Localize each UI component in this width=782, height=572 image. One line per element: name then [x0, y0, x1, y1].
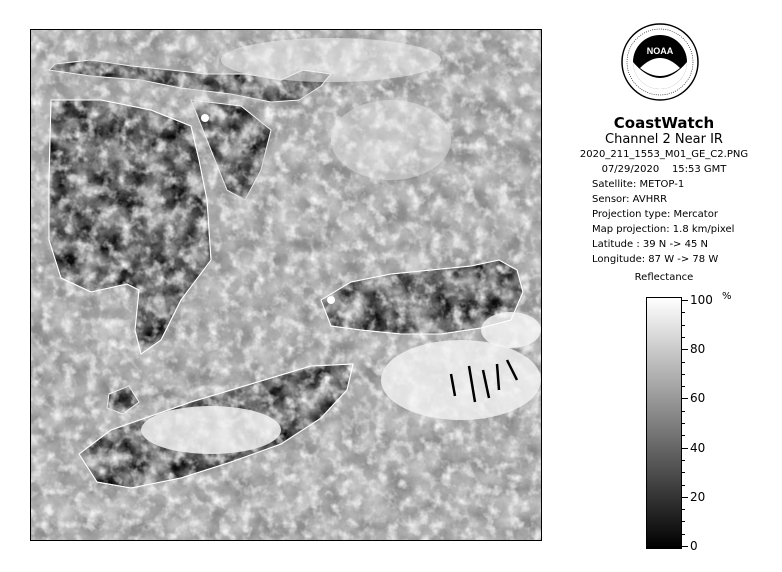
acquisition-datetime [566, 162, 762, 177]
filename: 2020_211_1553_M01_GE_C2.PNG [579, 149, 749, 160]
colorbar-tick-label: 100 [690, 293, 713, 307]
channel-title: Channel 2 Near IR [605, 132, 723, 147]
colorbar-tick-label: 40 [690, 440, 706, 455]
legend-title: Reflectance [634, 272, 694, 283]
map-projection: Map projection: 1.8 km/pixel [592, 224, 735, 235]
colorbar-minor-tick [682, 485, 685, 486]
colorbar-minor-tick [682, 374, 685, 375]
colorbar-tick-label: 0 [690, 539, 698, 553]
colorbar-minor-tick [682, 325, 685, 326]
colorbar-tick-label: 20 [690, 489, 706, 504]
colorbar-minor-tick [682, 509, 685, 510]
colorbar-minor-tick [682, 337, 685, 338]
image-metadata-panel [566, 114, 762, 267]
colorbar-tick-label: 80 [690, 342, 706, 357]
latitude-range: Latitude : 39 N -> 45 N [592, 239, 708, 250]
projection-type: Projection type: Mercator [592, 209, 718, 220]
noaa-logo-icon [620, 22, 700, 102]
satellite-image [30, 29, 542, 541]
colorbar-minor-tick [682, 362, 685, 363]
colorbar-tick-label: 60 [690, 391, 706, 406]
reflectance-colorbar [646, 297, 682, 549]
satellite: Satellite: METOP-1 [592, 179, 685, 190]
colorbar-tick-mark [682, 398, 688, 399]
colorbar-minor-tick [682, 460, 685, 461]
sensor: Sensor: AVHRR [592, 194, 668, 205]
longitude-range: Longitude: 87 W -> 78 W [592, 254, 719, 265]
colorbar-tick-mark [682, 349, 688, 350]
colorbar-tick-mark [682, 300, 688, 301]
colorbar-minor-tick [682, 435, 685, 436]
colorbar-tick-mark [682, 546, 688, 547]
colorbar-tick-mark [682, 448, 688, 449]
colorbar-minor-tick [682, 534, 685, 535]
colorbar-minor-tick [682, 312, 685, 313]
colorbar-minor-tick [682, 386, 685, 387]
colorbar-minor-tick [682, 423, 685, 424]
logo-text: NOAA [646, 46, 674, 56]
time: 15:53 GMT [671, 164, 727, 175]
date: 07/29/2020 [601, 164, 660, 175]
brand-title: CoastWatch [613, 114, 715, 132]
legend-unit: % [722, 291, 732, 302]
colorbar-minor-tick [682, 521, 685, 522]
colorbar-minor-tick [682, 472, 685, 473]
colorbar-minor-tick [682, 411, 685, 412]
colorbar-tick-mark [682, 497, 688, 498]
